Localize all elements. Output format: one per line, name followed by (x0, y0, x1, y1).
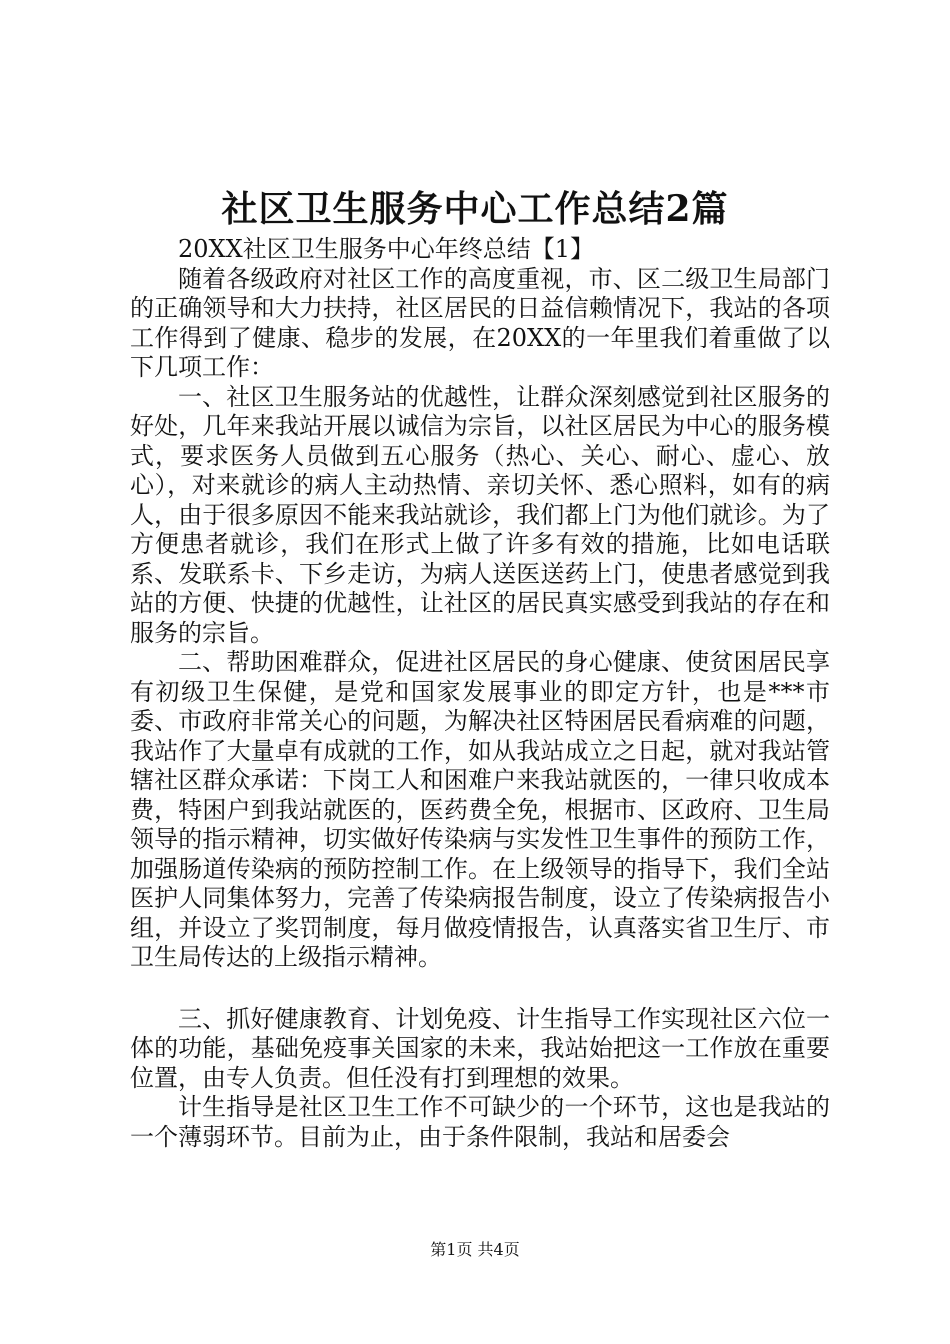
paragraph-section-two: 二、帮助困难群众，促进社区居民的身心健康、使贫困居民享有初级卫生保健，是党和国家发展事业的即定方针，也是***市委、市政府非常关心的问题，为解决社区特困居民看病难的问题，我站作了大量卓有成就的工作，如从我站成立之日起，就对我站管辖社区群众承诺：下岗工人和困难户来我站就医的，一律只收成本费，特困户到我站就医的，医药费全免，根据市、区政府、卫生局领导的指示精神，切实做好传染病与实发性卫生事件的预防工作，加强肠道传染病的预防控制工作。在上级领导的指导下，我们全站医护人同集体努力，完善了传染病报告制度，设立了传染病报告小组，并设立了奖罚制度，每月做疫情报告，认真落实省卫生厅、市卫生局传达的上级指示精神。 (130, 648, 830, 971)
paragraph-section-three: 三、抓好健康教育、计划免疫、计生指导工作实现社区六位一体的功能，基础免疫事关国家的未来，我站始把这一工作放在重要位置，由专人负责。但任没有打到理想的效果。 (130, 1004, 830, 1092)
document-body (130, 235, 830, 1152)
paragraph-section-one: 一、社区卫生服务站的优越性，让群众深刻感觉到社区服务的好处，几年来我站开展以诚信为宗旨，以社区居民为中心的服务模式，要求医务人员做到五心服务（热心、关心、耐心、虚心、放心），对来就诊的病人主动热情、亲切关怀、悉心照料，如有的病人，由于很多原因不能来我站就诊，我们都上门为他们就诊。为了方便患者就诊，我们在形式上做了许多有效的措施，比如电话联系、发联系卡、下乡走访，为病人送医送药上门，使患者感觉到我站的方便、快捷的优越性，让社区的居民真实感受到我站的存在和服务的宗旨。 (130, 382, 830, 647)
page-number-footer: 第1页 共4页 (430, 1240, 520, 1259)
paragraph-intro: 随着各级政府对社区工作的高度重视，市、区二级卫生局部门的正确领导和大力扶持，社区居民的日益信赖情况下，我站的各项工作得到了健康、稳步的发展，在20XX的一年里我们着重做了以下几项工作： (130, 264, 830, 381)
paragraph-family-planning: 计生指导是社区卫生工作不可缺少的一个环节，这也是我站的一个薄弱环节。目前为止，由于条件限制，我站和居委会 (130, 1093, 830, 1151)
document-title: 社区卫生服务中心工作总结2篇 (221, 188, 729, 230)
section-subtitle: 20XX社区卫生服务中心年终总结【1】 (178, 235, 594, 263)
